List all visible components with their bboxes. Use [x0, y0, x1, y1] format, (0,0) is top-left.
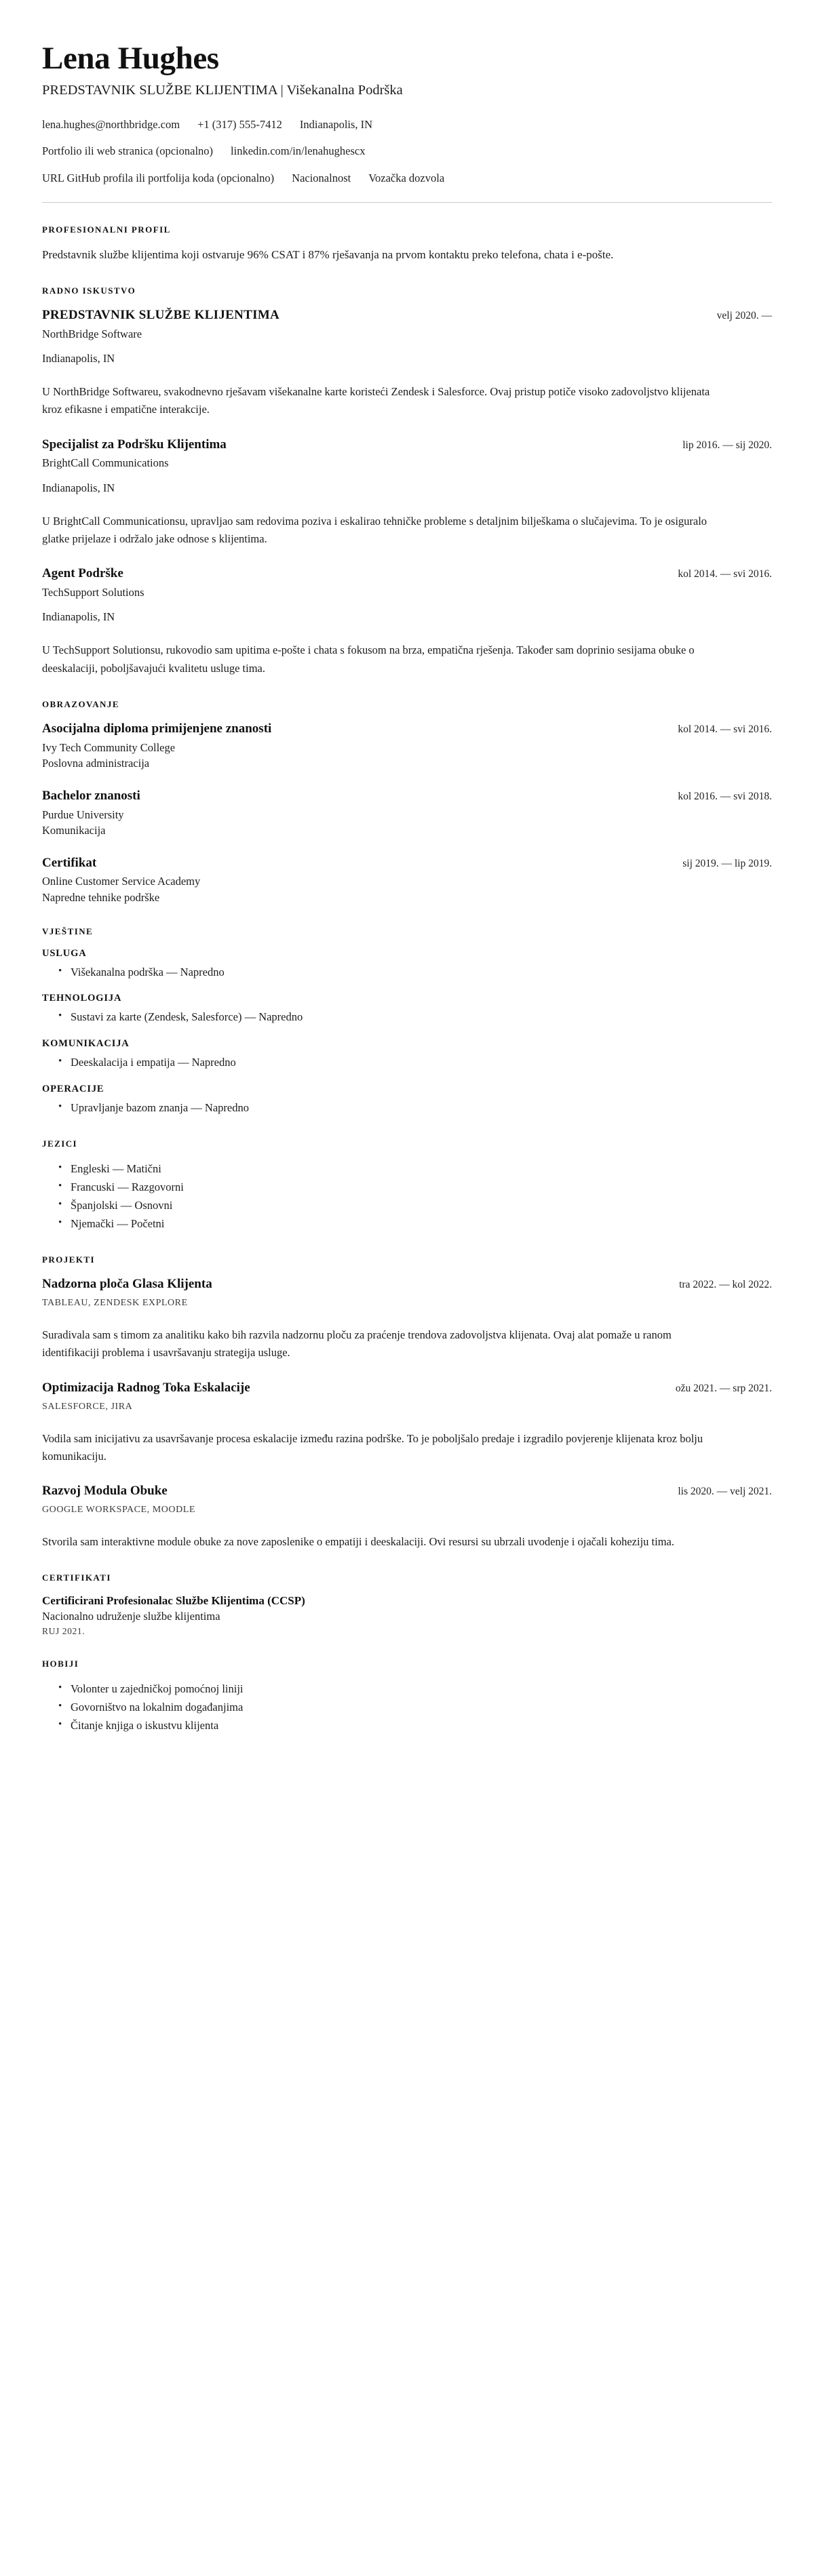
education-dates: kol 2014. — svi 2016. [678, 723, 772, 735]
section-projects [42, 1254, 772, 1551]
project-entry-head [42, 1380, 772, 1396]
contact-row-primary [42, 117, 772, 132]
experience-dates: lip 2016. — sij 2020. [682, 439, 772, 451]
project-entry-head [42, 1483, 772, 1499]
experience-description: U BrightCall Communicationsu, upravljao sam redovima poziva i eskalirao tehničke probleme s detaljnim bilješkama o slučajevima. To je osiguralo glatke prijelaze i održalo jake odnose s klijentima. [42, 514, 708, 545]
skill-item: • Sustavi za karte (Zendesk, Salesforce) — Napredno [58, 1008, 772, 1027]
skill-group [42, 1038, 772, 1072]
language-item: • Francuski — Razgovorni [58, 1178, 772, 1197]
skill-list [42, 1099, 772, 1117]
education-entry-head [42, 855, 772, 871]
education-field: Napredne tehnike podrške [42, 890, 160, 904]
skill-group [42, 993, 772, 1027]
certificate-entry [42, 1594, 772, 1637]
driving-license-text: Vozačka dozvola [368, 171, 445, 184]
certificate-issuer: Nacionalno udruženje službe klijentima [42, 1610, 220, 1623]
project-description: Suradivala sam s timom za analitiku kako bih razvila nadzornu ploču za praćenje trendova zadovoljstva klijenata. Ovaj alat pomaže u ranom identifikaciji problema i usavršavanju strategija usluge. [42, 1328, 672, 1360]
nationality-text: Nacionalnost [292, 171, 351, 184]
education-field: Komunikacija [42, 823, 106, 837]
location-text: Indianapolis, IN [299, 117, 373, 131]
language-item: • Španjolski — Osnovni [58, 1197, 772, 1215]
skill-category: TEHNOLOGIJA [42, 993, 122, 1004]
project-dates: ožu 2021. — srp 2021. [675, 1382, 772, 1394]
language-list [42, 1160, 772, 1233]
hobby-item: • Čitanje knjiga o iskustvu klijenta [58, 1717, 772, 1735]
section-title-hobbies: HOBIJI [42, 1659, 79, 1669]
project-tools: GOOGLE WORKSPACE, MOODLE [42, 1505, 195, 1515]
experience-entry-head [42, 437, 772, 453]
section-hobbies [42, 1659, 772, 1735]
section-experience [42, 285, 772, 677]
education-field: Poslovna administracija [42, 756, 150, 770]
experience-company: TechSupport Solutions [42, 586, 144, 599]
experience-entry-head [42, 566, 772, 582]
skill-list [42, 1008, 772, 1027]
contact-row-web [42, 144, 772, 159]
section-title-certificates: CERTIFIKATI [42, 1572, 111, 1583]
project-description: Vodila sam inicijativu za usavršavanje procesa eskalacije između razina podrške. To je poboljšalo predaje i izgradilo povjerenje klijenata kroz bolju komunikaciju. [42, 1431, 703, 1463]
section-title-projects: PROJEKTI [42, 1254, 96, 1265]
education-dates: sij 2019. — lip 2019. [682, 857, 772, 869]
experience-role: PREDSTAVNIK SLUŽBE KLIJENTIMA [42, 308, 280, 323]
certificate-date: RUJ 2021. [42, 1626, 85, 1637]
section-title-experience: RADNO ISKUSTVO [42, 285, 136, 296]
email-text: lena.hughes@northbridge.com [42, 117, 180, 131]
experience-location: Indianapolis, IN [42, 481, 115, 494]
education-school: Purdue University [42, 808, 124, 821]
experience-entry [42, 307, 772, 419]
skill-item: • Deeskalacija i empatija — Napredno [58, 1054, 772, 1072]
section-title-profile: PROFESIONALNI PROFIL [42, 224, 171, 235]
resume-header [42, 42, 772, 203]
education-degree: Certifikat [42, 855, 97, 870]
education-entry [42, 855, 772, 905]
header-divider [42, 202, 772, 203]
section-certificates [42, 1572, 772, 1637]
education-entry-head [42, 788, 772, 804]
hobby-item: • Govorništvo na lokalnim događanjima [58, 1699, 772, 1717]
skill-group [42, 948, 772, 982]
experience-entry [42, 566, 772, 677]
education-entry [42, 721, 772, 770]
section-title-skills: VJEŠTINE [42, 926, 94, 936]
education-entry-head [42, 721, 772, 737]
section-education [42, 699, 772, 905]
github-text: URL GitHub profila ili portfolija koda (opcionalno) [42, 171, 275, 184]
skill-category: KOMUNIKACIJA [42, 1037, 130, 1049]
experience-entry-head [42, 307, 772, 323]
phone-text: +1 (317) 555-7412 [197, 117, 282, 131]
language-item: • Njemački — Početni [58, 1215, 772, 1233]
education-school: Online Customer Service Academy [42, 875, 201, 888]
section-title-languages: JEZICI [42, 1138, 78, 1149]
experience-dates: velj 2020. — [716, 310, 772, 322]
candidate-headline: PREDSTAVNIK SLUŽBE KLIJENTIMA | Višekanalna Podrška [42, 83, 403, 98]
hobby-item: • Volonter u zajedničkoj pomoćnoj liniji [58, 1680, 772, 1699]
experience-dates: kol 2014. — svi 2016. [678, 568, 772, 580]
project-name: Optimizacija Radnog Toka Eskalacije [42, 1380, 250, 1395]
contact-row-extra [42, 171, 772, 186]
section-languages [42, 1138, 772, 1233]
portfolio-text: Portfolio ili web stranica (opcionalno) [42, 144, 214, 158]
certificate-name: Certificirani Profesionalac Službe Klijentima (CCSP) [42, 1594, 305, 1608]
skill-group [42, 1084, 772, 1117]
project-tools: SALESFORCE, JIRA [42, 1401, 133, 1412]
section-skills [42, 926, 772, 1117]
project-dates: lis 2020. — velj 2021. [678, 1486, 772, 1498]
experience-description: U NorthBridge Softwareu, svakodnevno rješavam višekanalne karte koristeći Zendesk i Salesforce. Ovaj pristup potiče visoko zadovoljstvo klijenata kroz efikasne i empatične interakcije. [42, 384, 710, 416]
skill-item: • Višekanalna podrška — Napredno [58, 964, 772, 982]
candidate-name: Lena Hughes [42, 41, 219, 76]
experience-role: Specijalist za Podršku Klijentima [42, 437, 227, 452]
education-entry [42, 788, 772, 837]
project-entry [42, 1483, 772, 1551]
project-name: Razvoj Modula Obuke [42, 1484, 168, 1499]
education-degree: Bachelor znanosti [42, 788, 140, 803]
project-dates: tra 2022. — kol 2022. [679, 1279, 772, 1291]
project-entry [42, 1276, 772, 1362]
education-school: Ivy Tech Community College [42, 740, 176, 754]
experience-company: BrightCall Communications [42, 456, 169, 470]
experience-location: Indianapolis, IN [42, 610, 115, 624]
skill-category: OPERACIJE [42, 1083, 104, 1094]
experience-role: Agent Podrške [42, 566, 123, 581]
section-profile [42, 224, 772, 264]
project-entry-head [42, 1276, 772, 1292]
experience-location: Indianapolis, IN [42, 351, 115, 365]
experience-company: NorthBridge Software [42, 327, 142, 340]
project-entry [42, 1380, 772, 1466]
education-degree: Asocijalna diploma primijenjene znanosti [42, 721, 272, 736]
project-name: Nadzorna ploča Glasa Klijenta [42, 1277, 212, 1292]
experience-entry [42, 437, 772, 549]
skill-category: USLUGA [42, 947, 87, 959]
linkedin-text: linkedin.com/in/lenahughescx [231, 144, 366, 158]
experience-description: U TechSupport Solutionsu, rukovodio sam upitima e-pošte i chata s fokusom na brza, empatična rješenja. Također sam doprinio sesijama obuke o deeskalaciji, poboljšavajući kvalitetu usluge tima. [42, 643, 695, 675]
skill-list [42, 964, 772, 982]
profile-summary: Predstavnik službe klijentima koji ostvaruje 96% CSAT i 87% rješavanja na prvom kontaktu preko telefona, chata i e-pošte. [42, 247, 614, 261]
education-dates: kol 2016. — svi 2018. [678, 790, 772, 802]
skill-list [42, 1054, 772, 1072]
section-title-education: OBRAZOVANJE [42, 698, 119, 709]
language-item: • Engleski — Matični [58, 1160, 772, 1178]
project-description: Stvorila sam interaktivne module obuke za nove zaposlenike o empatiji i deeskalaciji. Ovi resursi su ubrzali uvodenje i ojačali koheziju tima. [42, 1535, 674, 1549]
skill-item: • Upravljanje bazom znanja — Napredno [58, 1099, 772, 1117]
hobby-list [42, 1680, 772, 1735]
project-tools: TABLEAU, ZENDESK EXPLORE [42, 1298, 188, 1309]
